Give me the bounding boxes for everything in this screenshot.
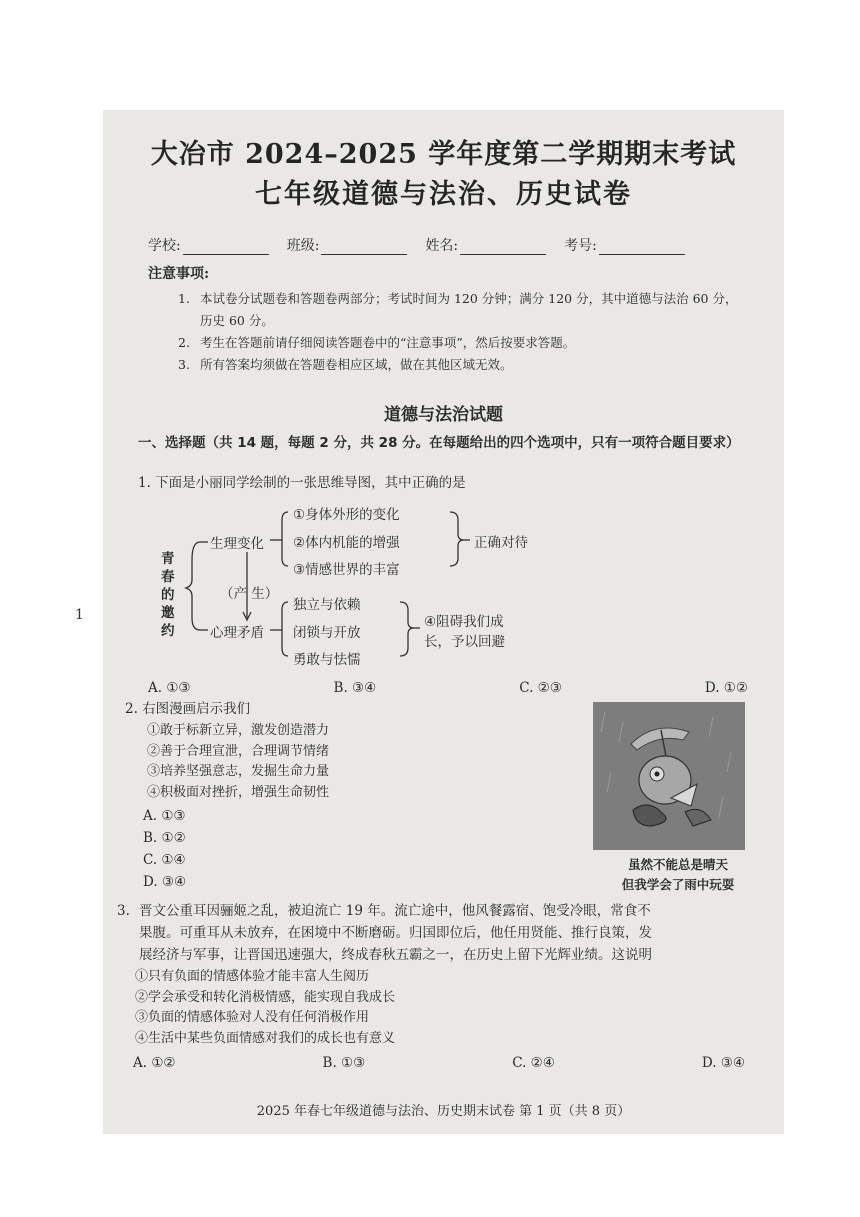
exam-no-label: 考号: xyxy=(564,238,597,254)
exam-subtitle: 七年级道德与法治、历史试卷 xyxy=(255,179,632,210)
q2-option-a[interactable]: A. ①③ xyxy=(143,808,186,824)
section-title: 道德与法治试题 xyxy=(384,405,503,425)
school-blank[interactable] xyxy=(183,240,269,255)
name-field[interactable] xyxy=(425,235,546,255)
class-label: 班级: xyxy=(286,238,320,254)
exam-no-blank[interactable] xyxy=(599,240,685,255)
page-footer: 2025 年春七年级道德与法治、历史期末试卷 第 1 页（共 8 页） xyxy=(256,1104,631,1119)
q3-statement: ④生活中某些负面情感对我们的成长也有意义 xyxy=(135,1030,396,1046)
notice-num: 2. xyxy=(178,335,190,350)
mindmap-top-item: ③情感世界的丰富 xyxy=(293,562,400,578)
q1-option-a[interactable]: A. ①③ xyxy=(148,680,191,696)
q3-statements xyxy=(135,967,395,1049)
q1-mindmap xyxy=(158,500,618,668)
mindmap-middle: （产 生） xyxy=(220,586,279,602)
q3-option-c[interactable]: C. ②④ xyxy=(512,1055,555,1071)
q1-stem: 1. 下面是小丽同学绘制的一张思维导图，其中正确的是 xyxy=(138,475,466,491)
cartoon-caption-line2: 但我学会了雨中玩耍 xyxy=(621,877,735,892)
mindmap-bottom-item: 闭锁与开放 xyxy=(293,625,361,641)
q2-statement: ②善于合理宣泄，合理调节情绪 xyxy=(147,743,330,759)
name-label: 姓名: xyxy=(425,238,459,254)
notice-text: 考生在答题前请仔细阅读答题卷中的“注意事项”，然后按要求答题。 xyxy=(200,335,576,350)
q2-statement: ①敢于标新立异，激发创造潜力 xyxy=(147,723,330,738)
q2-options xyxy=(143,805,186,893)
q2-stem: 2. 右图漫画启示我们 xyxy=(125,701,251,717)
q2-statement: ④积极面对挫折，增强生命韧性 xyxy=(147,784,330,800)
q3-stem-line: 果腹。可重耳从未放弃，在困境中不断磨砺。归国即位后，他任用贤能、推行良策，发 xyxy=(139,925,652,941)
q3-number: 3. xyxy=(117,903,130,919)
q3-option-d[interactable]: D. ③④ xyxy=(701,1055,745,1071)
q2-option-b[interactable]: B. ①② xyxy=(143,830,186,846)
school-field[interactable] xyxy=(148,235,269,255)
name-blank[interactable] xyxy=(460,240,546,255)
class-field[interactable] xyxy=(287,235,408,255)
q2-option-d[interactable]: D. ③④ xyxy=(143,874,187,890)
exam-title: 大冶市 2024–2025 学年度第二学期期末考试 xyxy=(150,139,737,170)
side-page-number: 1 xyxy=(75,607,84,623)
mindmap-top-item: ②体内机能的增强 xyxy=(293,535,400,551)
q2-statement: ③培养坚强意志，发掘生命力量 xyxy=(147,764,330,779)
mindmap-bottom-result: 长，予以回避 xyxy=(424,634,505,650)
exam-no-field[interactable] xyxy=(564,235,685,255)
cartoon-illustration xyxy=(593,702,745,850)
mindmap-bottom-item: 独立与依赖 xyxy=(293,597,361,613)
notice-num: 1. xyxy=(178,291,190,306)
q3-statement: ③负面的情感体验对人没有任何消极作用 xyxy=(135,1010,370,1025)
class-blank[interactable] xyxy=(321,240,407,255)
q1-option-c[interactable]: C. ②③ xyxy=(519,680,562,696)
mindmap-bottom-result: ④阻碍我们成 xyxy=(424,614,504,630)
mindmap-bottom-item: 勇敢与怯懦 xyxy=(293,652,361,668)
cartoon-caption-line1: 虽然不能总是晴天 xyxy=(627,857,728,872)
mindmap-root: 青春的邀约 xyxy=(161,551,175,639)
q3-option-b[interactable]: B. ①③ xyxy=(322,1055,366,1071)
q1-options xyxy=(148,680,748,696)
q3-statement: ①只有负面的情感体验才能丰富人生阅历 xyxy=(135,969,370,984)
q3-options xyxy=(133,1055,745,1071)
mindmap-top-result: 正确对待 xyxy=(474,535,528,551)
school-label: 学校: xyxy=(148,238,181,254)
exam-paper xyxy=(103,110,784,1134)
mindmap-branch-top: 生理变化 xyxy=(210,536,264,552)
q3-stem xyxy=(139,900,769,966)
mindmap-top-item: ①身体外形的变化 xyxy=(293,507,400,523)
notice-item xyxy=(178,332,738,354)
q3-option-a[interactable]: A. ①② xyxy=(133,1055,176,1071)
q3-stem-line: 展经济与军事，让晋国迅速强大，终成春秋五霸之一，在历史上留下光辉业绩。这说明 xyxy=(139,947,652,963)
notice-heading: 注意事项: xyxy=(148,266,210,282)
q3-statement: ②学会承受和转化消极情感，能实现自我成长 xyxy=(135,989,396,1005)
notice-item xyxy=(178,354,738,376)
q3-stem-line: 晋文公重耳因骊姬之乱，被迫流亡 19 年。流亡途中，他风餐露宿、饱受冷眼，常食不 xyxy=(139,903,651,919)
notice-list xyxy=(178,288,738,376)
notice-num: 3. xyxy=(178,357,190,372)
q2-statements xyxy=(147,721,329,803)
q1-option-b[interactable]: B. ③④ xyxy=(333,680,377,696)
q2-cartoon-image xyxy=(593,702,745,850)
mindmap-branch-bottom: 心理矛盾 xyxy=(210,625,264,641)
q1-option-d[interactable]: D. ①② xyxy=(704,680,748,696)
notice-item xyxy=(178,288,738,332)
part-one-heading: 一、选择题（共 14 题，每题 2 分，共 28 分。在每题给出的四个选项中，只有一项符合题目要求） xyxy=(138,435,740,451)
notice-text: 本试卷分试题卷和答题卷两部分；考试时间为 120 分钟；满分 120 分，其中道德与法治 60 分，历史 60 分。 xyxy=(200,291,738,328)
student-info-fields xyxy=(148,235,748,255)
notice-text: 所有答案均须做在答题卷相应区域，做在其他区域无效。 xyxy=(200,357,513,372)
q2-option-c[interactable]: C. ①④ xyxy=(143,852,186,868)
